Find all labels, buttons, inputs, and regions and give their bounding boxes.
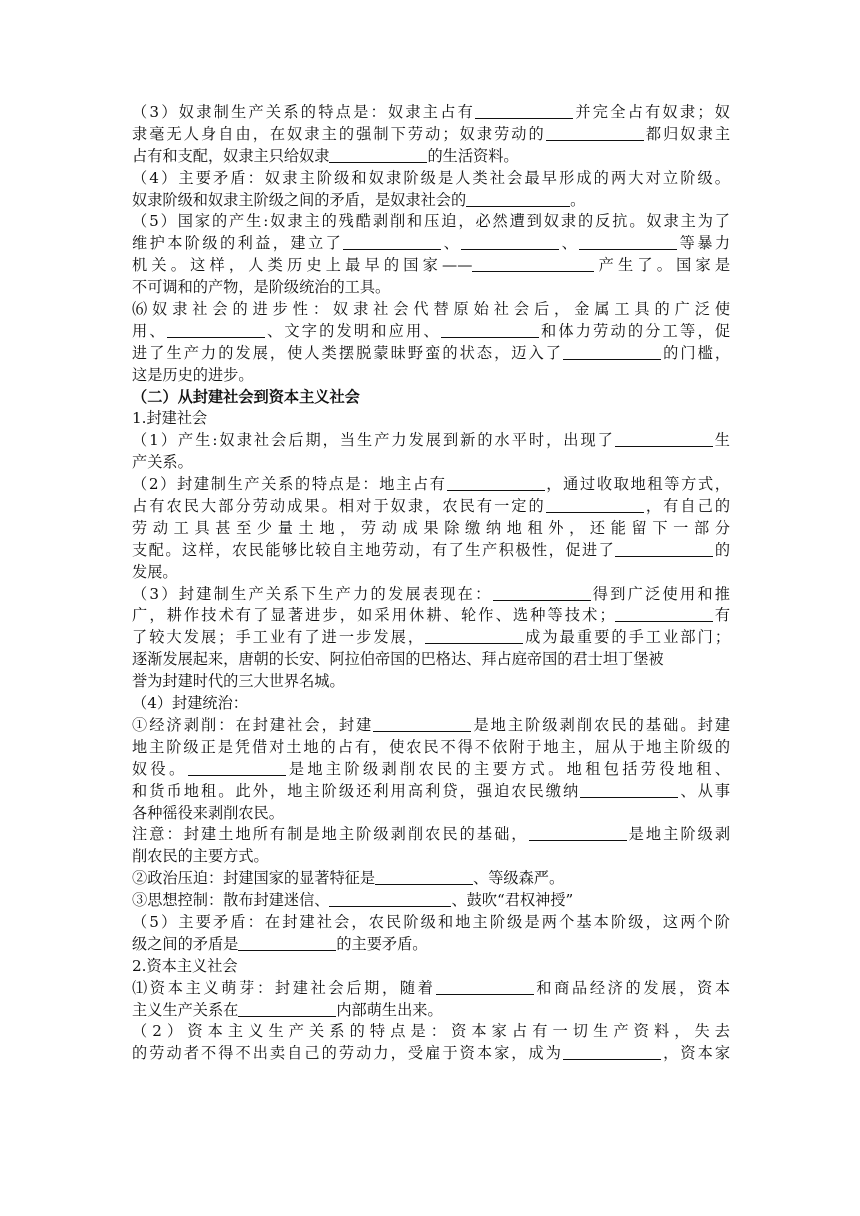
text-segment: 地主阶级正是凭借对土地的占有，使农民不得不依附于地主，屈从于地主阶级的 [132, 737, 730, 756]
text-segment: 奴役。 [132, 759, 188, 778]
fill-in-blank[interactable] [615, 541, 713, 557]
fill-in-blank[interactable] [329, 891, 451, 907]
text-segment: 、 [559, 234, 580, 253]
text-line [132, 934, 730, 956]
text-segment: 都归奴隶主 [643, 124, 731, 143]
fill-in-blank[interactable] [373, 716, 471, 732]
text-line [132, 255, 730, 277]
text-line [132, 211, 730, 233]
text-segment: 、文字的发明和应用、 [264, 321, 441, 340]
text-segment: ②政治压迫：封建国家的显著特征是 [132, 869, 375, 888]
text-line [132, 584, 730, 606]
text-segment: （二）从封建社会到资本主义社会 [132, 387, 360, 406]
text-segment: 是地主阶级剥削农民的主要方式。地租包括劳役地租、 [285, 759, 731, 778]
text-line [132, 737, 730, 759]
text-segment: 是地主阶级剥 [626, 825, 731, 844]
text-segment: 的门槛， [661, 343, 731, 362]
text-line [132, 912, 730, 934]
text-line [132, 846, 730, 868]
text-segment: 的主要矛盾。 [336, 934, 428, 953]
text-segment: 发展。 [132, 562, 178, 581]
text-segment: 并完全占有奴隶；奴 [573, 103, 730, 121]
text-line [132, 1043, 730, 1065]
text-segment: 的 [713, 540, 731, 559]
text-line [132, 168, 730, 190]
text-segment: 、鼓吹“君权神授” [451, 891, 574, 910]
text-segment: 产关系。 [132, 453, 193, 472]
text-segment: 这是历史的进步。 [132, 365, 254, 384]
text-segment: ①经济剥削：在封建社会，封建 [132, 715, 374, 734]
text-segment: 注意：封建土地所有制是地主阶级剥削农民的基础， [132, 825, 529, 844]
fill-in-blank[interactable] [238, 935, 336, 951]
fill-in-blank[interactable] [461, 234, 559, 250]
text-segment: ⑹奴隶社会的进步性：奴隶社会代替原始社会后，金属工具的广泛使 [132, 300, 730, 319]
text-segment: 用、 [132, 321, 167, 340]
text-segment: 维护本阶级的利益，建立了 [132, 234, 344, 253]
fill-in-blank[interactable] [329, 147, 427, 163]
text-line [132, 124, 730, 146]
text-line [132, 627, 730, 649]
fill-in-blank[interactable] [615, 606, 713, 622]
text-line [132, 1021, 730, 1043]
text-segment: 的生活资料。 [427, 146, 519, 165]
text-segment: （5）国家的产生:奴隶主的残酷剥削和压迫，必然遭到奴隶的反抗。奴隶主为了 [132, 212, 730, 231]
text-segment: 生 [712, 431, 730, 450]
fill-in-blank[interactable] [375, 869, 473, 885]
text-segment: 隶毫无人身自由，在奴隶主的强制下劳动；奴隶劳动的 [132, 124, 546, 143]
fill-in-blank[interactable] [167, 322, 265, 338]
fill-in-blank[interactable] [579, 234, 677, 250]
fill-in-blank[interactable] [563, 344, 661, 360]
text-segment: 各种徭役来剥削农民。 [132, 803, 284, 822]
text-segment: （3）封建制生产关系下生产力的发展表现在： [132, 584, 493, 603]
fill-in-blank[interactable] [441, 322, 539, 338]
text-line [132, 299, 730, 321]
text-segment: 2.资本主义社会 [132, 956, 238, 975]
text-line [132, 474, 730, 496]
text-segment: 、 [441, 234, 462, 253]
text-segment: 有 [712, 606, 731, 625]
text-segment: 占有农民大部分劳动成果。相对于奴隶，农民有一定的 [132, 497, 546, 516]
text-segment: 机关。这样，人类历史上最早的国家—— [132, 256, 473, 275]
text-line [132, 102, 730, 124]
text-segment: 的劳动者不得不出卖自己的劳动力，受雇于资本家，成为 [132, 1044, 564, 1063]
fill-in-blank[interactable] [188, 760, 286, 776]
fill-in-blank[interactable] [546, 497, 644, 513]
text-line [132, 540, 730, 562]
text-line [132, 671, 730, 693]
text-line [132, 868, 730, 890]
text-line [132, 693, 730, 715]
text-segment: 和货币地租。此外，地主阶级还利用高利贷，强迫农民缴纳 [132, 781, 581, 800]
text-segment: 劳动工具甚至少量土地，劳动成果除缴纳地租外，还能留下一部分 [132, 518, 730, 537]
text-line [132, 803, 730, 825]
text-line [132, 956, 730, 978]
text-line [132, 452, 730, 474]
text-segment: 1.封建社会 [132, 409, 208, 428]
text-segment: 誉为封建时代的三大世界名城。 [132, 672, 345, 691]
text-line [132, 277, 730, 299]
text-line [132, 715, 730, 737]
text-segment: 和体力劳动的分工等，促 [538, 321, 731, 340]
text-segment: 削农民的主要方式。 [132, 847, 269, 866]
text-segment: 进了生产力的发展，使人类摆脱蒙昧野蛮的状态，迈入了 [132, 343, 564, 362]
fill-in-blank[interactable] [615, 431, 713, 447]
text-segment: ③思想控制：散布封建迷信、 [132, 891, 330, 910]
text-segment: 内部萌生出来。 [336, 1000, 443, 1019]
fill-in-blank[interactable] [466, 191, 570, 207]
text-line [132, 190, 730, 212]
text-segment: 逐渐发展起来，唐朝的长安、阿拉伯帝国的巴格达、拜占庭帝国的君士坦丁堡被 [132, 650, 664, 669]
text-line [132, 978, 730, 1000]
fill-in-blank[interactable] [436, 979, 534, 995]
text-segment: 了较大发展；手工业有了进一步发展， [132, 628, 426, 647]
text-line [132, 824, 730, 846]
text-segment: 级之间的矛盾是 [132, 934, 239, 953]
text-segment: 等暴力 [677, 234, 731, 253]
text-segment: 成为最重要的手工业部门； [523, 628, 731, 647]
text-line [132, 781, 730, 803]
fill-in-blank[interactable] [546, 125, 644, 141]
text-segment: （2）资本主义生产关系的特点是：资本家占有一切生产资料，失去 [132, 1022, 730, 1041]
document-body [132, 102, 730, 1065]
text-segment: 奴隶阶级和奴隶主阶级之间的矛盾，是奴隶社会的 [132, 190, 467, 209]
fill-in-blank[interactable] [343, 234, 441, 250]
text-line [132, 233, 730, 255]
text-line [132, 649, 730, 671]
text-segment: 支配。这样，农民能够比较自主地劳动，有了生产积极性，促进了 [132, 540, 616, 559]
text-line [132, 343, 730, 365]
text-line [132, 365, 730, 387]
fill-in-blank[interactable] [493, 585, 591, 601]
fill-in-blank[interactable] [472, 256, 594, 272]
section-heading [132, 387, 730, 409]
text-line [132, 430, 730, 452]
text-segment: 。 [570, 190, 586, 209]
text-segment: （5）主要矛盾：在封建社会，农民阶级和地主阶级是两个基本阶级，这两个阶 [132, 912, 730, 931]
text-segment: 、等级森严。 [473, 869, 565, 888]
text-line [132, 408, 730, 430]
fill-in-blank[interactable] [475, 103, 573, 119]
text-segment: 不可调和的产物，是阶级统治的工具。 [132, 278, 391, 297]
text-segment: （3）奴隶制生产关系的特点是：奴隶主占有 [132, 103, 476, 121]
fill-in-blank[interactable] [563, 1044, 661, 1060]
text-line [132, 496, 730, 518]
text-segment: 产生了。国家是 [594, 256, 730, 275]
text-segment: （4）主要矛盾：奴隶主阶级和奴隶阶级是人类社会最早形成的两大对立阶级。 [132, 168, 730, 187]
text-segment: 和商品经济的发展，资本 [533, 978, 731, 997]
text-line [132, 890, 730, 912]
text-line [132, 321, 730, 343]
fill-in-blank[interactable] [580, 782, 678, 798]
text-segment: 占有和支配，奴隶主只给奴隶 [132, 146, 330, 165]
text-segment: 、从事 [678, 781, 731, 800]
text-segment: 得到广泛使用和推 [590, 584, 730, 603]
text-line [132, 518, 730, 540]
text-segment: ，通过收取地租等方式， [544, 475, 730, 494]
text-line [132, 759, 730, 781]
text-segment: ，有自己的 [643, 497, 731, 516]
fill-in-blank[interactable] [447, 475, 545, 491]
text-line [132, 1000, 730, 1022]
text-segment: 广，耕作技术有了显著进步，如采用休耕、轮作、选种等技术； [132, 606, 615, 625]
text-line [132, 605, 730, 627]
text-line [132, 562, 730, 584]
text-line [132, 146, 730, 168]
fill-in-blank[interactable] [425, 628, 523, 644]
fill-in-blank[interactable] [529, 825, 627, 841]
text-segment: （1）产生:奴隶社会后期，当生产力发展到新的水平时，出现了 [132, 431, 615, 450]
text-segment: ⑴资本主义萌芽：封建社会后期，随着 [132, 978, 436, 997]
text-segment: ，资本家 [661, 1044, 731, 1063]
text-segment: （2）封建制生产关系的特点是：地主占有 [132, 475, 447, 494]
text-segment: 主义生产关系在 [132, 1000, 239, 1019]
text-segment: 是地主阶级剥削农民的基础。封建 [471, 715, 731, 734]
text-segment: （4）封建统治： [132, 694, 248, 713]
fill-in-blank[interactable] [238, 1001, 336, 1017]
